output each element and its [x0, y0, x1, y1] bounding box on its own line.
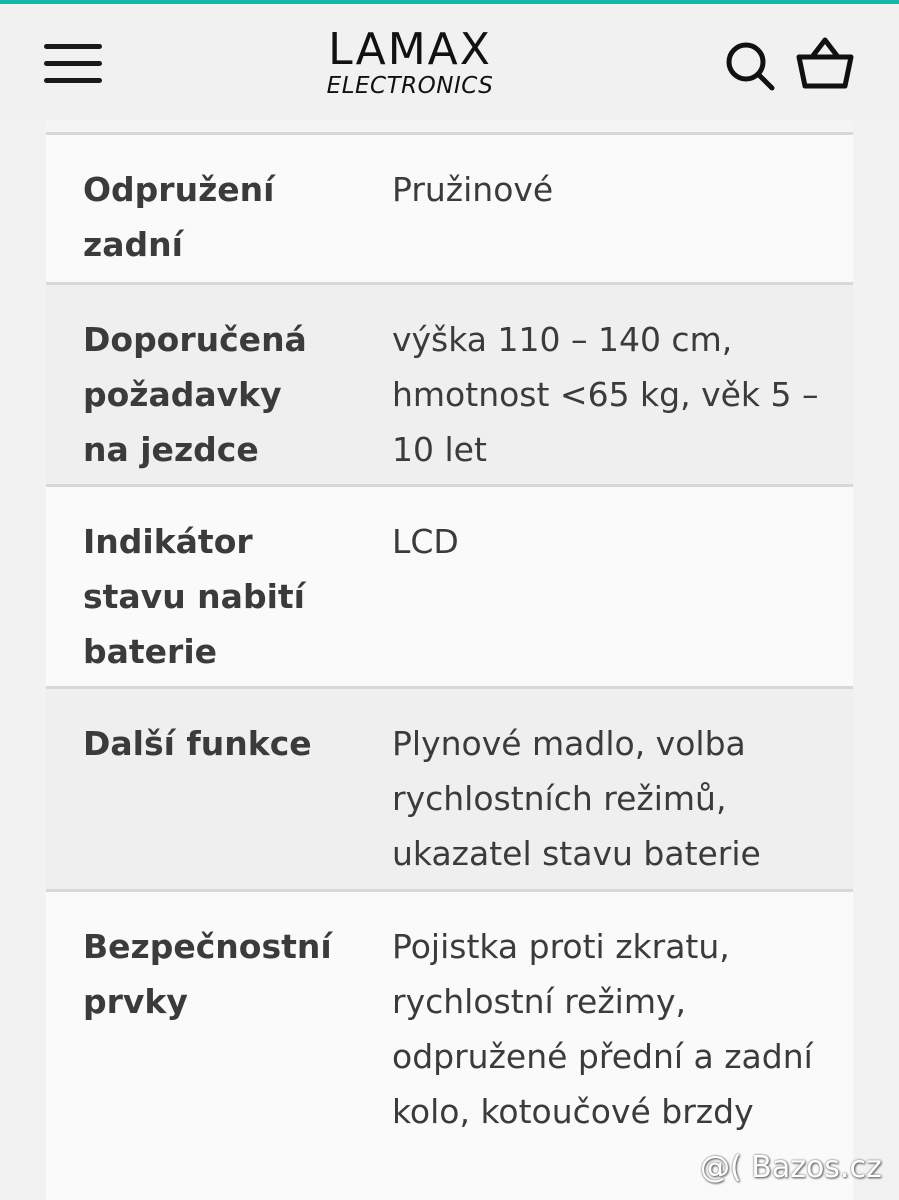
- search-icon[interactable]: [724, 40, 776, 92]
- spec-label: Doporučená požadavky na jezdce: [83, 320, 307, 469]
- lamax-logo[interactable]: [290, 24, 530, 100]
- spec-label: Odpružení zadní: [83, 170, 275, 264]
- basket-icon[interactable]: [795, 34, 855, 92]
- hamburger-menu-icon[interactable]: [44, 44, 104, 86]
- spec-row: [46, 484, 853, 689]
- spec-row: [46, 686, 853, 892]
- logo-main-text: LAMAX: [328, 24, 492, 75]
- spec-label: Další funkce: [83, 724, 312, 763]
- logo-sub-text: ELECTRONICS: [326, 73, 494, 99]
- spec-value: Pojistka proti zkratu, rychlostní režimy, odpružené přední a zadní kolo, kotoučové brzdy: [392, 927, 813, 1131]
- spec-value: Pružinové: [392, 170, 554, 209]
- bazos-watermark: @( Bazos.cz: [700, 1150, 882, 1185]
- spec-value: LCD: [392, 522, 459, 561]
- spec-value: výška 110 – 140 cm, hmotnost <65 kg, věk 5 – 10 let: [392, 320, 819, 469]
- spec-value: Plynové madlo, volba rychlostních režimů, ukazatel stavu baterie: [392, 724, 761, 873]
- spec-label: Bezpečnostní prvky: [83, 927, 332, 1021]
- spec-row: [46, 132, 853, 285]
- spec-row: [46, 282, 853, 487]
- spec-table: [46, 120, 853, 1200]
- site-header: [0, 4, 899, 120]
- spec-label: Indikátor stavu nabití baterie: [83, 522, 305, 671]
